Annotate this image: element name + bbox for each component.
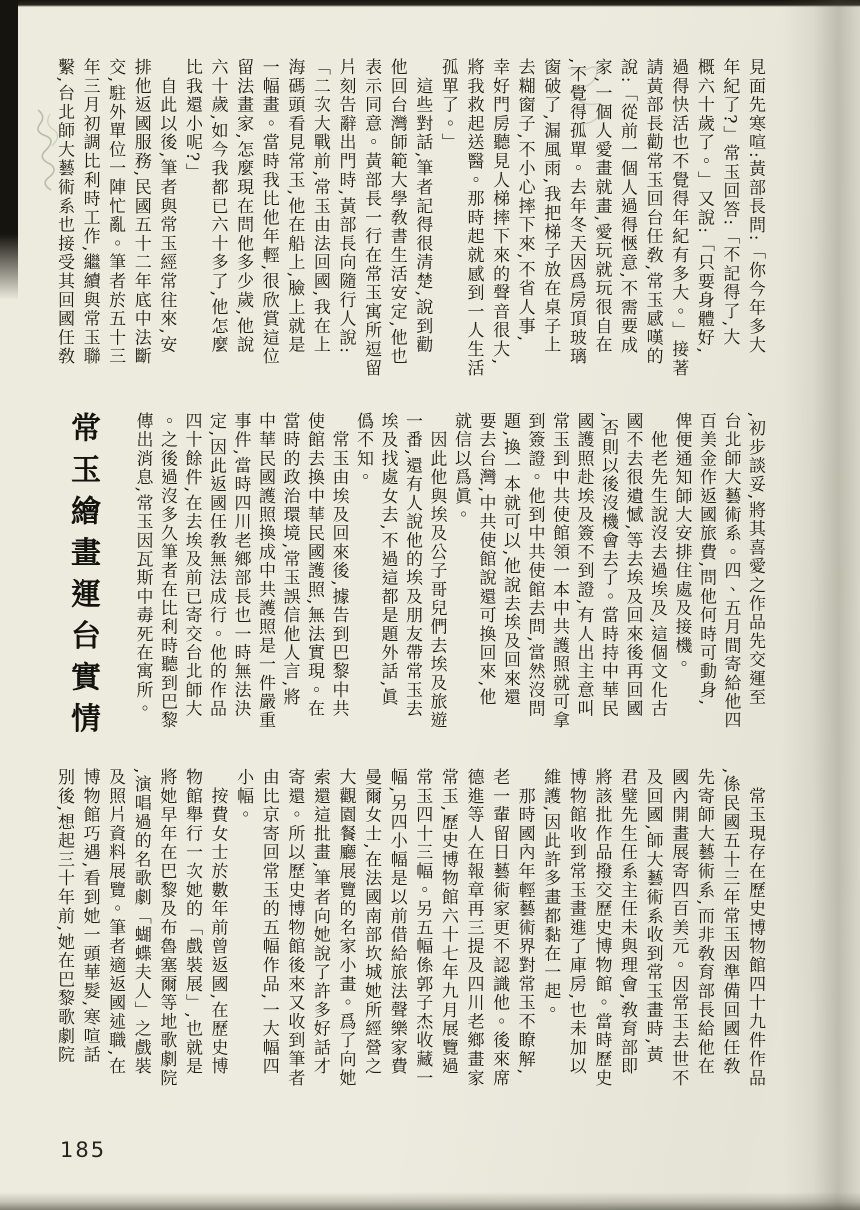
text-column: 埃及找處女去,不過這都是題外話,眞 <box>377 412 398 707</box>
text-column: 博物館收到常玉畫進了庫房,也未加以 <box>565 768 586 1077</box>
text-column: 交,駐外單位一陣忙亂。筆者於五十三 <box>105 58 126 367</box>
text-column: 六十歲,如今我都已六十多了,他怎麼 <box>207 58 228 355</box>
text-column: 小幅。 <box>233 768 254 825</box>
text-column: 那時國內年輕藝術界對常玉不瞭解, <box>514 768 535 1077</box>
text-column: ,初步談妥,將其喜愛之作品先交運至 <box>745 412 765 707</box>
text-column: 將我救起送醫。那時起就感到一人生活 <box>463 58 484 378</box>
text-column: 一番,還有人說他的埃及朋友帶常玉去 <box>402 412 422 719</box>
text-column: 過得快活也不覺得年紀有多大。」接著 <box>668 58 689 378</box>
text-column: 請黃部長勸常玉回台任敎,常玉感嘆的 <box>642 58 663 367</box>
scan-edge-left <box>0 0 18 300</box>
text-column: 片刻告辭出門時,黃部長向隨行人說: <box>335 58 356 355</box>
page-gutter-shadow <box>782 0 860 1210</box>
text-column: 四十餘件,在去埃及前已寄交台北師大 <box>181 412 202 719</box>
text-column: 家,一個人愛畫就畫,愛玩就玩很自在 <box>591 58 612 355</box>
text-column: 這些對話,筆者記得很清楚,說到勸 <box>412 58 433 355</box>
text-column: 窗破了,漏風雨,我把梯子放在桌子上 <box>540 58 561 355</box>
text-column: 比我還小呢?」 <box>181 58 202 182</box>
text-column: 使館去換中華民國護照,無法實現。在 <box>304 412 324 719</box>
text-column: 。之後過沒多久筆者在比利時聽到巴黎 <box>157 412 177 730</box>
text-column: 按費女士於數年前曾返國,在歷史博 <box>207 768 228 1077</box>
text-column: 常玉現存在歷史博物館四十九件作品 <box>745 768 765 1088</box>
text-column: ,否則以後沒機會去了。當時持中華民 <box>598 412 618 719</box>
text-column: 幅,另四小幅是以前借給旅法聲樂家費 <box>386 768 407 1077</box>
text-column: 表示同意。黃部長一行在常玉寓所逗留 <box>361 58 382 378</box>
text-column: 年三月初調比利時工作,繼續與常玉聯 <box>79 58 100 367</box>
scan-edge-bottom <box>0 1192 860 1210</box>
scan-edge-top <box>0 0 860 7</box>
text-column: 題,換一本就可以,他說去埃及回來還 <box>500 412 520 707</box>
text-column: 德進等人在報章再三提及四川老鄉畫家 <box>463 768 484 1088</box>
text-column: 海碼頭看見常玉,他在船上,臉上就是 <box>284 58 305 355</box>
text-column: 就信以爲眞。 <box>451 412 471 525</box>
text-column: 將該批作品撥交歷史博物館。當時歷史 <box>591 768 612 1088</box>
text-column: 因此他與埃及公子哥兒們去埃及旅遊 <box>426 412 447 730</box>
text-column: 一幅畫。當時我比他年輕,很欣賞這位 <box>258 58 279 367</box>
text-column: 「二次大戰前,常玉由法回國,我在上 <box>309 58 330 355</box>
text-column: 中華民國護照換成中共護照是一件嚴重 <box>255 412 275 730</box>
text-band-middle <box>61 412 767 744</box>
text-column: 老一輩留日藝術家更不認識他。後來席 <box>489 768 510 1088</box>
text-column: 概六十歲了。」又說:「只要身體好, <box>693 58 714 355</box>
text-column: 維護,因此許多畫都黏在一起。 <box>540 768 561 1020</box>
text-column: 排他返國服務,民國五十二年底中法斷 <box>130 58 151 367</box>
text-column: 當時的政治環境,常玉誤信他人言,將 <box>279 412 300 707</box>
text-column: 定,因此返國任敎無法成行。他的作品 <box>206 412 226 719</box>
text-column: 先寄師大藝術系,而非敎育部長給他在 <box>693 768 714 1077</box>
text-column: 及回國,師大藝術系收到常玉畫時,黃 <box>642 768 663 1065</box>
text-column: 自此以後,筆者與常玉經常往來,安 <box>156 58 177 355</box>
text-column: 他老先生說沒去過埃及,這個文化古 <box>647 412 667 719</box>
text-column: 說:「從前一個人過得愜意,不需要成 <box>617 58 638 355</box>
text-column: ,係民國五十三年常玉因準備回國任敎 <box>719 768 740 1077</box>
text-column: 他回台灣師範大學敎書生活安定,他也 <box>386 58 407 367</box>
text-column: 俾便通知師大安排住處及接機。 <box>671 412 692 674</box>
text-column: 寄還。所以歷史博物館後來又收到筆者 <box>284 768 305 1088</box>
text-column: 台北師大藝術系。四、五月間寄給他四 <box>720 412 741 730</box>
text-column: 繫,台北師大藝術系也接受其回國任敎 <box>53 58 74 367</box>
text-column: 國護照赴埃及簽不到證,有人出主意叫 <box>573 412 594 719</box>
text-column: 國不去很遺憾,等去埃及回來後再回國 <box>622 412 643 719</box>
text-column: 曼爾女士,在法國南部坎城她所經營之 <box>361 768 382 1077</box>
text-column: 事件,當時四川老鄉部長也一時無法決 <box>230 412 251 719</box>
text-column: 常玉,歷史博物館六十七年九月展覽過 <box>437 768 458 1077</box>
text-column: 幸好門房聽見人梯摔下來的聲音很大, <box>489 58 510 367</box>
text-band-bottom <box>50 768 767 1089</box>
text-column: 常玉四十三幅。另五幅係郭子杰收藏一 <box>412 768 433 1088</box>
text-column: 百美金作返國旅費,問他何時可動身, <box>696 412 716 707</box>
text-column: 大觀園餐廳展覽的名家小畫。爲了向她 <box>335 768 356 1088</box>
text-column: 見面先寒喧:黃部長問:「你今年多大 <box>745 58 765 356</box>
text-column: 將她早年在巴黎及布魯塞爾等地歌劇院 <box>156 768 177 1088</box>
text-column: 傳出消息,常玉因瓦斯中毒死在寓所。 <box>132 412 153 719</box>
text-column: 孤單了。」 <box>437 58 458 152</box>
text-column: ,不覺得孤單。去年冬天因爲房頂玻璃 <box>565 58 586 367</box>
text-column: 到簽證。他到中共使館去問,當然沒問 <box>524 412 545 719</box>
text-column: 君璧先生任系主任未與理會,敎育部即 <box>617 768 638 1077</box>
text-column: ,演唱過的名歌劇「蝴蝶夫人」之戲裝 <box>130 768 151 1077</box>
text-column: 年紀了?」常玉回答:「不記得了,大 <box>719 58 740 347</box>
text-column: 僞不知。 <box>353 412 373 487</box>
text-column: 由比京寄回常玉的五幅作品,一大幅四 <box>258 768 279 1077</box>
text-band-top <box>50 58 767 381</box>
text-column: 別後,想起三十年前,她在巴黎歌劇院 <box>53 768 74 1065</box>
text-column: 要去台灣,中共使館說還可換回來,他 <box>475 412 496 707</box>
text-column: 去糊窗子,不小心摔下來,不省人事, <box>514 58 535 343</box>
text-column: 索還這批畫,筆者向她說了許多好話才 <box>309 768 330 1077</box>
text-column: 國內開畫展寄四百美元。因常玉去世不 <box>668 768 689 1088</box>
text-column: 常玉到中共使館領一本中共護照就可拿 <box>549 412 569 730</box>
text-column: 物館舉行一次她的「戲裝展」,也就是 <box>181 768 202 1077</box>
text-column: 博物館巧遇,看到她一頭華髮,寒喧話 <box>79 768 100 1065</box>
page-number: 185 <box>60 1138 107 1162</box>
text-column: 及照片資料展覽。筆者適返國述職,在 <box>105 768 126 1077</box>
text-column: 留法畫家,怎麼現在問他多少歲,他說 <box>233 58 254 355</box>
text-column: 常玉由埃及回來後,據告到巴黎中共 <box>328 412 349 719</box>
section-heading: 常玉繪畫運台實情 <box>65 412 100 744</box>
